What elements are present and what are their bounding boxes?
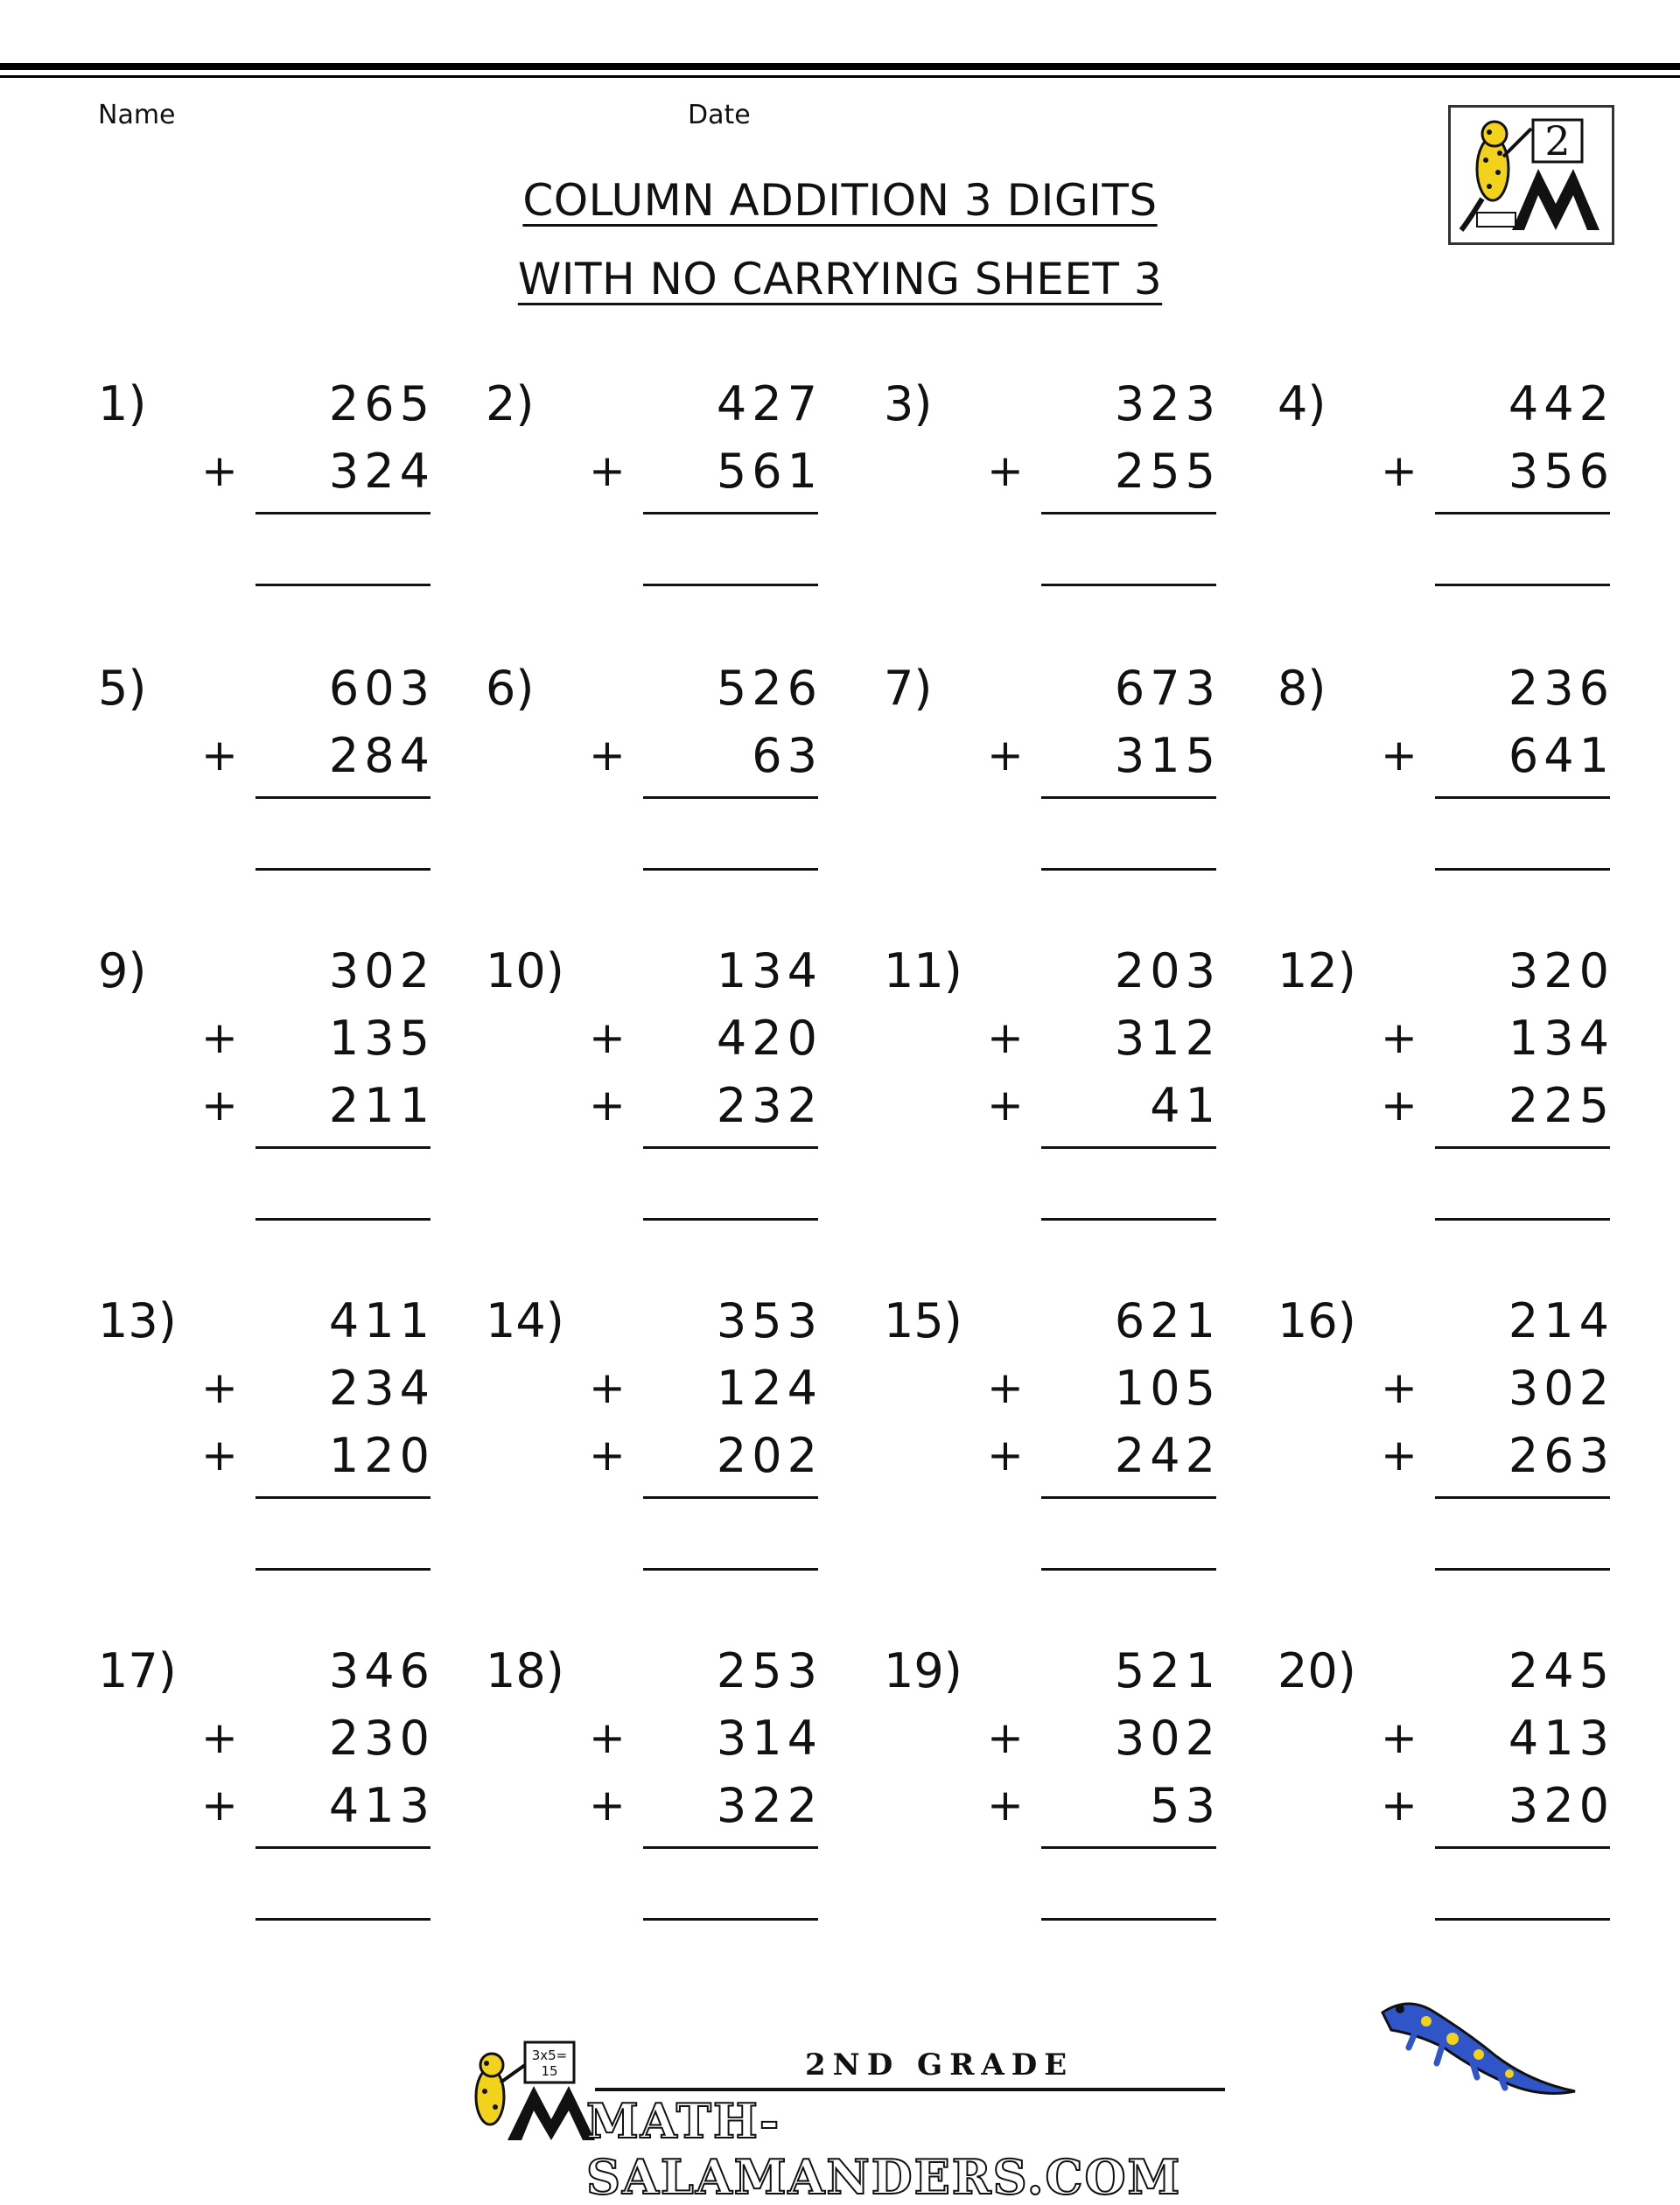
plus-sign: +	[987, 730, 1024, 780]
answer-blank[interactable]	[256, 1918, 430, 1921]
problem-1	[98, 376, 483, 656]
problem-5	[98, 661, 483, 941]
logo-grade-number: 2	[1544, 117, 1571, 164]
addend: 134	[716, 943, 822, 998]
plus-sign: +	[987, 1012, 1024, 1063]
addend: 53	[1150, 1778, 1221, 1833]
sum-rule	[1435, 1496, 1610, 1499]
problem-number: 16)	[1278, 1293, 1356, 1348]
answer-blank[interactable]	[256, 868, 430, 871]
answer-blank[interactable]	[643, 1568, 818, 1571]
problem-number: 2)	[486, 376, 535, 431]
problem-11	[884, 943, 1269, 1223]
plus-sign: +	[987, 1430, 1024, 1480]
addend: 603	[328, 661, 435, 716]
addend: 413	[1508, 1711, 1614, 1766]
addend: 63	[752, 728, 822, 783]
salamander-teacher-icon	[455, 2039, 604, 2144]
plus-sign: +	[201, 445, 238, 496]
sum-rule	[1435, 1846, 1610, 1849]
sum-rule	[643, 1846, 818, 1849]
sum-rule	[1041, 1146, 1216, 1149]
answer-blank[interactable]	[256, 584, 430, 586]
plus-sign: +	[1381, 1430, 1418, 1480]
addend: 411	[328, 1293, 435, 1348]
problem-7	[884, 661, 1269, 941]
problem-number: 11)	[884, 943, 962, 998]
grade-logo-box	[1448, 105, 1614, 245]
plus-sign: +	[589, 730, 626, 780]
addend: 673	[1114, 661, 1221, 716]
addend: 120	[328, 1428, 435, 1483]
plus-sign: +	[987, 1080, 1024, 1130]
footer-site-name: MATH-SALAMANDERS.COM	[586, 2093, 1182, 2205]
plus-sign: +	[589, 1362, 626, 1413]
plus-sign: +	[589, 1080, 626, 1130]
board-text-result: 15	[541, 2063, 558, 2079]
problem-number: 8)	[1278, 661, 1326, 716]
problem-number: 7)	[884, 661, 933, 716]
plus-sign: +	[1381, 1712, 1418, 1763]
addend: 284	[328, 728, 435, 783]
sum-rule	[1041, 512, 1216, 514]
addend: 641	[1508, 728, 1614, 783]
problem-10	[486, 943, 871, 1223]
answer-blank[interactable]	[1041, 584, 1216, 586]
problem-number: 12)	[1278, 943, 1356, 998]
problem-number: 6)	[486, 661, 535, 716]
problem-3	[884, 376, 1269, 656]
addend: 214	[1508, 1293, 1614, 1348]
problem-number: 9)	[98, 943, 147, 998]
addend: 230	[328, 1711, 435, 1766]
problem-number: 1)	[98, 376, 147, 431]
addend: 621	[1114, 1293, 1221, 1348]
answer-blank[interactable]	[1435, 584, 1610, 586]
problem-number: 5)	[98, 661, 147, 716]
sum-rule	[1041, 1846, 1216, 1849]
addend: 225	[1508, 1078, 1614, 1133]
plus-sign: +	[589, 1430, 626, 1480]
sum-rule	[643, 1146, 818, 1149]
footer-rule	[595, 2088, 1225, 2091]
sum-rule	[256, 1146, 430, 1149]
top-border-thick	[0, 63, 1680, 70]
sum-rule	[256, 512, 430, 514]
name-label: Name	[98, 100, 176, 130]
addend: 211	[328, 1078, 435, 1133]
addend: 203	[1114, 943, 1221, 998]
problem-number: 10)	[486, 943, 564, 998]
worksheet-title-line-2: WITH NO CARRYING SHEET 3	[517, 254, 1163, 304]
problem-number: 17)	[98, 1643, 177, 1698]
addend: 442	[1508, 376, 1614, 431]
worksheet-title-line-1: COLUMN ADDITION 3 DIGITS	[522, 175, 1158, 226]
addend: 135	[328, 1011, 435, 1066]
plus-sign: +	[589, 445, 626, 496]
problem-9	[98, 943, 483, 1223]
problem-20	[1278, 1643, 1662, 1923]
problem-number: 13)	[98, 1293, 177, 1348]
sum-rule	[256, 1496, 430, 1499]
plus-sign: +	[1381, 445, 1418, 496]
plus-sign: +	[201, 1012, 238, 1063]
addend: 420	[716, 1011, 822, 1066]
plus-sign: +	[201, 1362, 238, 1413]
sum-rule	[1435, 796, 1610, 799]
problem-6	[486, 661, 871, 941]
answer-blank[interactable]	[1435, 1568, 1610, 1571]
sum-rule	[256, 1846, 430, 1849]
addend: 413	[328, 1778, 435, 1833]
problem-4	[1278, 376, 1662, 656]
addend: 320	[1508, 1778, 1614, 1833]
problem-12	[1278, 943, 1662, 1223]
addend: 526	[716, 661, 822, 716]
board-text: 3x5=	[531, 2048, 568, 2063]
addend: 134	[1508, 1011, 1614, 1066]
answer-blank[interactable]	[256, 1568, 430, 1571]
plus-sign: +	[589, 1012, 626, 1063]
plus-sign: +	[201, 730, 238, 780]
plus-sign: +	[1381, 1362, 1418, 1413]
plus-sign: +	[1381, 1080, 1418, 1130]
problem-13	[98, 1293, 483, 1573]
problem-8	[1278, 661, 1662, 941]
addend: 314	[716, 1711, 822, 1766]
plus-sign: +	[987, 1780, 1024, 1830]
addend: 105	[1114, 1361, 1221, 1416]
answer-blank[interactable]	[643, 868, 818, 871]
sum-rule	[1435, 1146, 1610, 1149]
addend: 255	[1114, 444, 1221, 499]
addend: 322	[716, 1778, 822, 1833]
plus-sign: +	[201, 1780, 238, 1830]
addend: 346	[328, 1643, 435, 1698]
addend: 356	[1508, 444, 1614, 499]
addend: 427	[716, 376, 822, 431]
problem-number: 19)	[884, 1643, 962, 1698]
plus-sign: +	[201, 1712, 238, 1763]
problem-14	[486, 1293, 871, 1573]
sum-rule	[1041, 1496, 1216, 1499]
sum-rule	[643, 796, 818, 799]
plus-sign: +	[1381, 1012, 1418, 1063]
addend: 324	[328, 444, 435, 499]
plus-sign: +	[589, 1712, 626, 1763]
date-label: Date	[688, 100, 751, 130]
answer-blank[interactable]	[1041, 1918, 1216, 1921]
addend: 41	[1150, 1078, 1221, 1133]
problem-15	[884, 1293, 1269, 1573]
plus-sign: +	[987, 1362, 1024, 1413]
problem-number: 14)	[486, 1293, 564, 1348]
addend: 312	[1114, 1011, 1221, 1066]
problem-number: 3)	[884, 376, 933, 431]
top-border-thin	[0, 75, 1680, 78]
sum-rule	[643, 512, 818, 514]
footer-brand	[455, 2039, 1225, 2205]
addend: 236	[1508, 661, 1614, 716]
addend: 315	[1114, 728, 1221, 783]
problem-18	[486, 1643, 871, 1923]
problem-16	[1278, 1293, 1662, 1573]
answer-blank[interactable]	[256, 1218, 430, 1221]
problem-19	[884, 1643, 1269, 1923]
footer-grade-label: 2ND GRADE	[805, 2048, 1074, 2082]
addend: 323	[1114, 376, 1221, 431]
answer-blank[interactable]	[1041, 868, 1216, 871]
salamander-grade-2-logo-icon	[1451, 108, 1612, 242]
sum-rule	[1435, 512, 1610, 514]
addend: 253	[716, 1643, 822, 1698]
addend: 263	[1508, 1428, 1614, 1483]
addend: 124	[716, 1361, 822, 1416]
answer-blank[interactable]	[643, 1218, 818, 1221]
addend: 232	[716, 1078, 822, 1133]
addend: 245	[1508, 1643, 1614, 1698]
addend: 353	[716, 1293, 822, 1348]
addend: 521	[1114, 1643, 1221, 1698]
sum-rule	[256, 796, 430, 799]
plus-sign: +	[201, 1080, 238, 1130]
problem-number: 20)	[1278, 1643, 1356, 1698]
answer-blank[interactable]	[1435, 868, 1610, 871]
problem-17	[98, 1643, 483, 1923]
problem-number: 4)	[1278, 376, 1326, 431]
plus-sign: +	[987, 445, 1024, 496]
answer-blank[interactable]	[1435, 1218, 1610, 1221]
problem-2	[486, 376, 871, 656]
answer-blank[interactable]	[1435, 1918, 1610, 1921]
sum-rule	[643, 1496, 818, 1499]
sum-rule	[1041, 796, 1216, 799]
plus-sign: +	[589, 1780, 626, 1830]
answer-blank[interactable]	[643, 584, 818, 586]
answer-blank[interactable]	[1041, 1568, 1216, 1571]
problem-number: 15)	[884, 1293, 962, 1348]
answer-blank[interactable]	[1041, 1218, 1216, 1221]
plus-sign: +	[1381, 1780, 1418, 1830]
addend: 302	[328, 943, 435, 998]
addend: 302	[1114, 1711, 1221, 1766]
addend: 242	[1114, 1428, 1221, 1483]
problem-number: 18)	[486, 1643, 564, 1698]
addend: 320	[1508, 943, 1614, 998]
addend: 561	[716, 444, 822, 499]
plus-sign: +	[201, 1430, 238, 1480]
answer-blank[interactable]	[643, 1918, 818, 1921]
addend: 202	[716, 1428, 822, 1483]
addend: 265	[328, 376, 435, 431]
plus-sign: +	[987, 1712, 1024, 1763]
blue-salamander-icon	[1365, 1986, 1584, 2118]
addend: 302	[1508, 1361, 1614, 1416]
plus-sign: +	[1381, 730, 1418, 780]
addend: 234	[328, 1361, 435, 1416]
